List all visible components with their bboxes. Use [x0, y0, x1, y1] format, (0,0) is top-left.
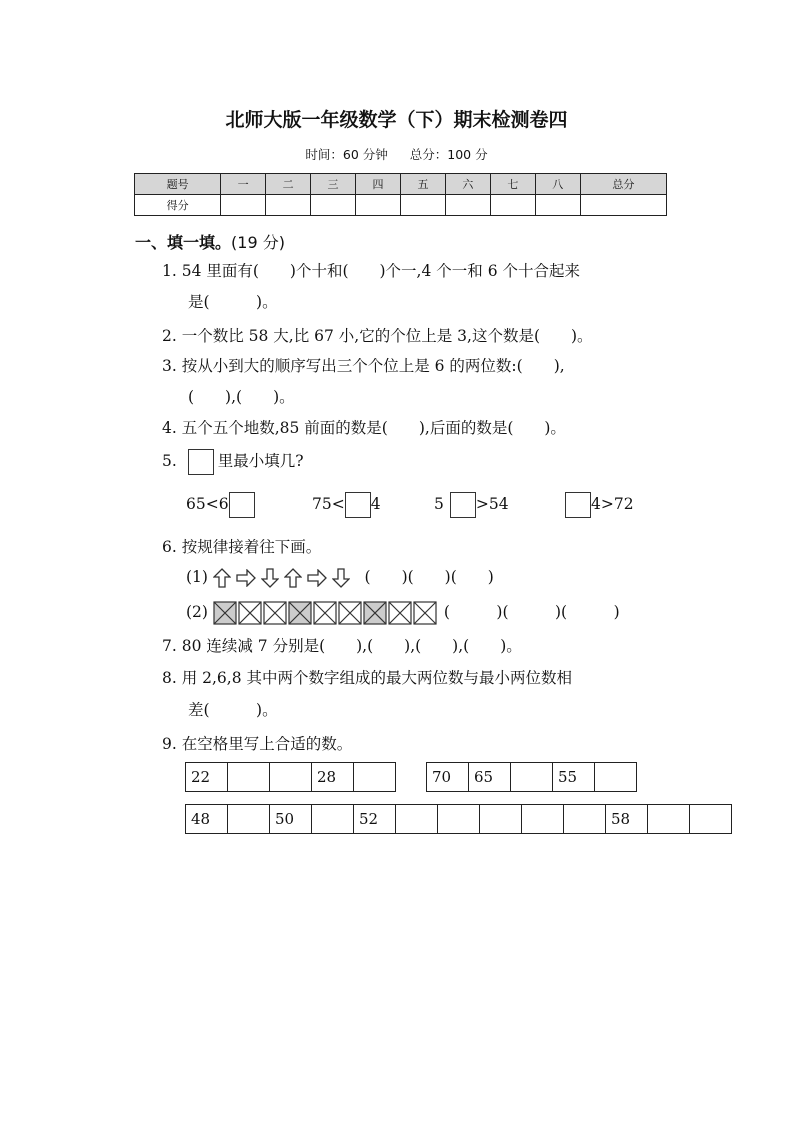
- time-limit: 时间：60 分钟: [305, 147, 388, 162]
- score-header-cell: 总分: [580, 174, 666, 195]
- grid-cell: 70: [427, 763, 469, 792]
- q6-pattern-1: (1) ( )( )( ): [186, 568, 494, 586]
- q5-item-b: 75< 4: [312, 492, 381, 518]
- q6-pattern-2: (2) ( )( )( ): [186, 600, 620, 625]
- total-score: 总分：100 分: [409, 147, 488, 162]
- grid-cell-blank[interactable]: [595, 763, 637, 792]
- score-table-header: [135, 174, 667, 195]
- score-header-cell: 四: [356, 174, 401, 195]
- down-arrow-icon: [261, 568, 279, 588]
- answer-box[interactable]: [565, 492, 591, 518]
- grid-cell: 58: [606, 805, 648, 834]
- question-8-line-1: 8. 用 2,6,8 其中两个数字组成的最大两位数与最小两位数相: [162, 669, 573, 687]
- grid-cell: 50: [270, 805, 312, 834]
- score-header-cell: 八: [535, 174, 580, 195]
- score-header-cell: 题号: [135, 174, 221, 195]
- down-arrow-icon: [332, 568, 350, 588]
- question-7: 7. 80 连续减 7 分别是( ),( ),( ),( )。: [162, 637, 522, 655]
- question-4: 4. 五个五个地数,85 前面的数是( ),后面的数是( )。: [162, 419, 566, 437]
- q5-item-d: 4>72: [565, 492, 634, 518]
- score-cell[interactable]: [490, 195, 535, 216]
- q5-item-a: 65<6: [186, 492, 255, 518]
- score-header-cell: 七: [490, 174, 535, 195]
- section-heading: 一、填一填。(19 分): [135, 233, 285, 252]
- grid-cell-blank[interactable]: [228, 763, 270, 792]
- grid-cell-blank[interactable]: [648, 805, 690, 834]
- question-5: 5. 里最小填几?: [162, 449, 304, 475]
- score-table: [134, 173, 667, 216]
- question-9: 9. 在空格里写上合适的数。: [162, 735, 353, 753]
- grid-cell-blank[interactable]: [480, 805, 522, 834]
- score-cell[interactable]: [356, 195, 401, 216]
- up-arrow-icon: [284, 568, 302, 588]
- grid-cell: 55: [553, 763, 595, 792]
- score-header-cell: 五: [400, 174, 445, 195]
- grid-cell-blank[interactable]: [312, 805, 354, 834]
- grid-cell: 48: [186, 805, 228, 834]
- number-grid-1: [185, 762, 396, 792]
- score-row-label: 得分: [135, 195, 221, 216]
- grid-cell: 22: [186, 763, 228, 792]
- score-cell[interactable]: [400, 195, 445, 216]
- grid-cell: 52: [354, 805, 396, 834]
- grid-cell: 65: [469, 763, 511, 792]
- score-cell[interactable]: [580, 195, 666, 216]
- question-2: 2. 一个数比 58 大,比 67 小,它的个位上是 3,这个数是( )。: [162, 327, 593, 345]
- score-cell[interactable]: [535, 195, 580, 216]
- grid-cell-blank[interactable]: [522, 805, 564, 834]
- question-3-line-2: ( ),( )。: [188, 388, 295, 406]
- question-1-line-1: 1. 54 里面有( )个十和( )个一,4 个一和 6 个十合起来: [162, 262, 580, 280]
- score-table-row: [135, 195, 667, 216]
- answer-box[interactable]: [450, 492, 476, 518]
- right-arrow-icon: [307, 569, 327, 587]
- q5-item-c: 5 >54: [434, 492, 509, 518]
- grid-cell-blank[interactable]: [564, 805, 606, 834]
- number-grid-2: [426, 762, 637, 792]
- question-6: 6. 按规律接着往下画。: [162, 538, 322, 556]
- answer-box[interactable]: [345, 492, 371, 518]
- answer-box[interactable]: [188, 449, 214, 475]
- score-cell[interactable]: [445, 195, 490, 216]
- grid-cell-blank[interactable]: [228, 805, 270, 834]
- crossed-squares-pattern: [213, 601, 437, 625]
- exam-meta: [0, 145, 793, 163]
- question-8-line-2: 差( )。: [188, 701, 278, 719]
- page-title: 北师大版一年级数学（下）期末检测卷四: [225, 109, 568, 131]
- answer-box[interactable]: [229, 492, 255, 518]
- score-cell[interactable]: [266, 195, 311, 216]
- grid-cell-blank[interactable]: [270, 763, 312, 792]
- grid-cell-blank[interactable]: [690, 805, 732, 834]
- question-3-line-1: 3. 按从小到大的顺序写出三个个位上是 6 的两位数:( ),: [162, 357, 565, 375]
- score-header-cell: 一: [221, 174, 266, 195]
- score-header-cell: 二: [266, 174, 311, 195]
- question-1-line-2: 是( )。: [188, 293, 278, 311]
- grid-cell-blank[interactable]: [354, 763, 396, 792]
- score-header-cell: 六: [445, 174, 490, 195]
- score-header-cell: 三: [311, 174, 356, 195]
- right-arrow-icon: [236, 569, 256, 587]
- up-arrow-icon: [213, 568, 231, 588]
- grid-cell-blank[interactable]: [438, 805, 480, 834]
- grid-cell-blank[interactable]: [511, 763, 553, 792]
- grid-cell-blank[interactable]: [396, 805, 438, 834]
- number-grid-3: [185, 804, 732, 834]
- grid-cell: 28: [312, 763, 354, 792]
- score-cell[interactable]: [311, 195, 356, 216]
- score-cell[interactable]: [221, 195, 266, 216]
